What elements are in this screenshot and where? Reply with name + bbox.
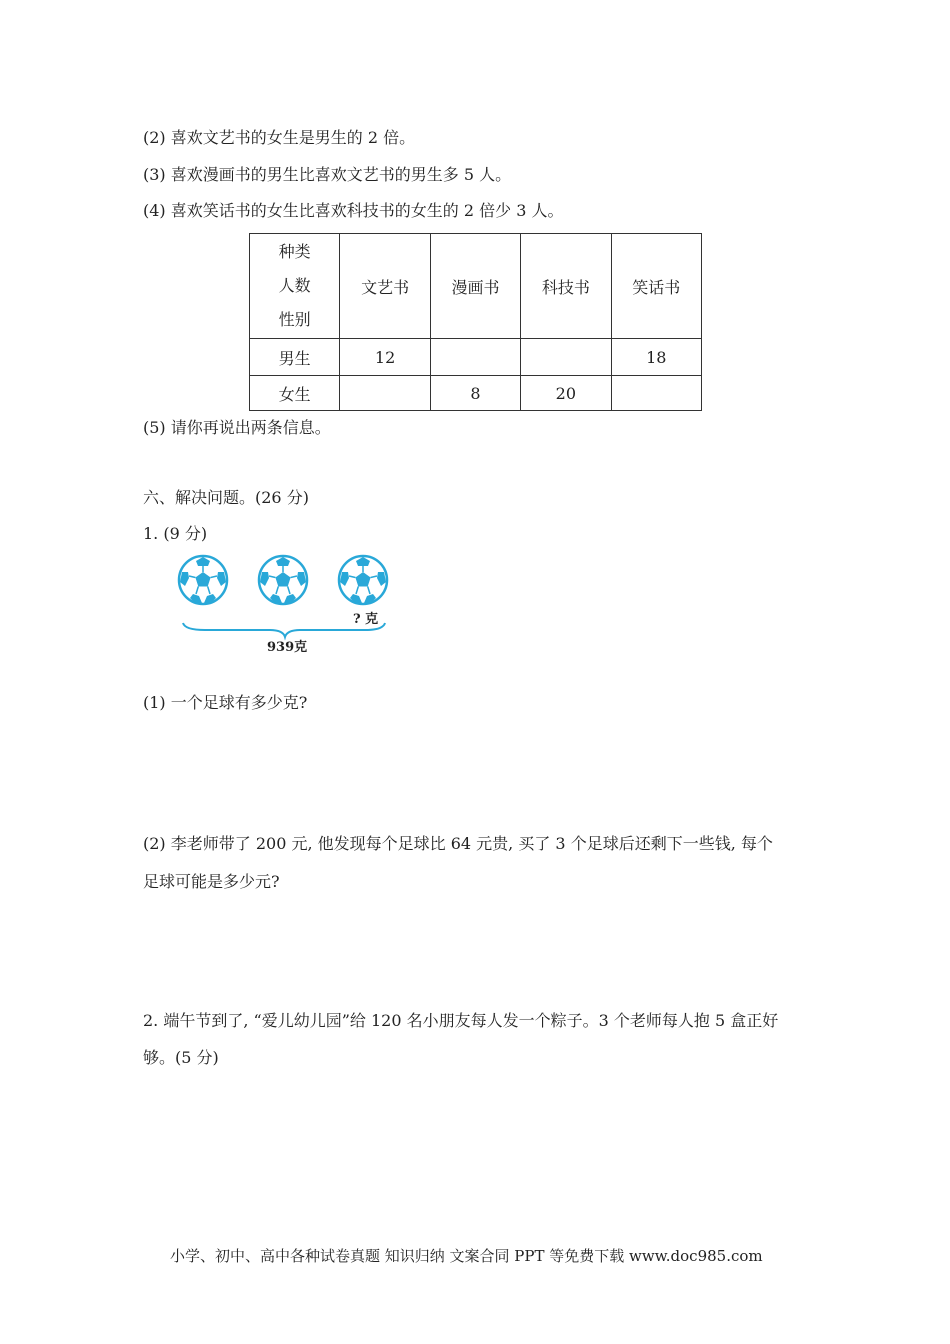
row-label: 女生 [250, 376, 340, 411]
total-weight-label: 939克 [267, 640, 308, 655]
question-1-part-2-line-1: (2) 李老师带了 200 元, 他发现每个足球比 64 元贵, 买了 3 个足球后还剩下一些钱, 每个 [143, 834, 773, 853]
question-2-line-2: 够。(5 分) [143, 1048, 219, 1067]
condition-5: (5) 请你再说出两条信息。 [143, 418, 331, 437]
table-cell [430, 339, 520, 376]
table-row [250, 376, 702, 411]
football-figure-svg [175, 553, 405, 663]
question-1-title: 1. (9 分) [143, 524, 208, 543]
table-header-row [250, 234, 702, 339]
table-cell [521, 339, 611, 376]
corner-label-type: 种类 [278, 242, 311, 261]
football-icon [259, 556, 307, 604]
table-row [250, 339, 702, 376]
row-label: 男生 [250, 339, 340, 376]
football-figure [175, 553, 405, 663]
table-cell: 12 [340, 339, 430, 376]
football-icon [339, 556, 387, 604]
football-icon [179, 556, 227, 604]
table-cell [611, 376, 701, 411]
column-header: 科技书 [521, 234, 611, 339]
question-2-line-1: 2. 端午节到了, “爱儿幼儿园”给 120 名小朋友每人发一个粽子。3 个老师每人抱 5 盒正好 [143, 1011, 779, 1030]
unknown-weight-label: ? 克 [353, 612, 379, 627]
table-cell: 20 [521, 376, 611, 411]
corner-label-count: 人数 [278, 276, 311, 295]
condition-3: (3) 喜欢漫画书的男生比喜欢文艺书的男生多 5 人。 [143, 165, 512, 184]
table-corner-cell [250, 234, 340, 339]
column-header: 文艺书 [340, 234, 430, 339]
corner-label-gender: 性别 [278, 310, 311, 329]
footer-text: 小学、初中、高中各种试卷真题 知识归纳 文案合同 PPT 等免费下载 www.doc985.com [170, 1247, 763, 1265]
column-header: 漫画书 [430, 234, 520, 339]
table-cell: 18 [611, 339, 701, 376]
question-1-part-1: (1) 一个足球有多少克? [143, 693, 308, 712]
column-header: 笑话书 [611, 234, 701, 339]
table-cell: 8 [430, 376, 520, 411]
survey-table [249, 233, 702, 411]
table-cell [340, 376, 430, 411]
question-1-part-2-line-2: 足球可能是多少元? [143, 872, 280, 891]
section-title: 六、解决问题。(26 分) [143, 488, 309, 507]
condition-4: (4) 喜欢笑话书的女生比喜欢科技书的女生的 2 倍少 3 人。 [143, 201, 564, 220]
condition-2: (2) 喜欢文艺书的女生是男生的 2 倍。 [143, 128, 416, 147]
